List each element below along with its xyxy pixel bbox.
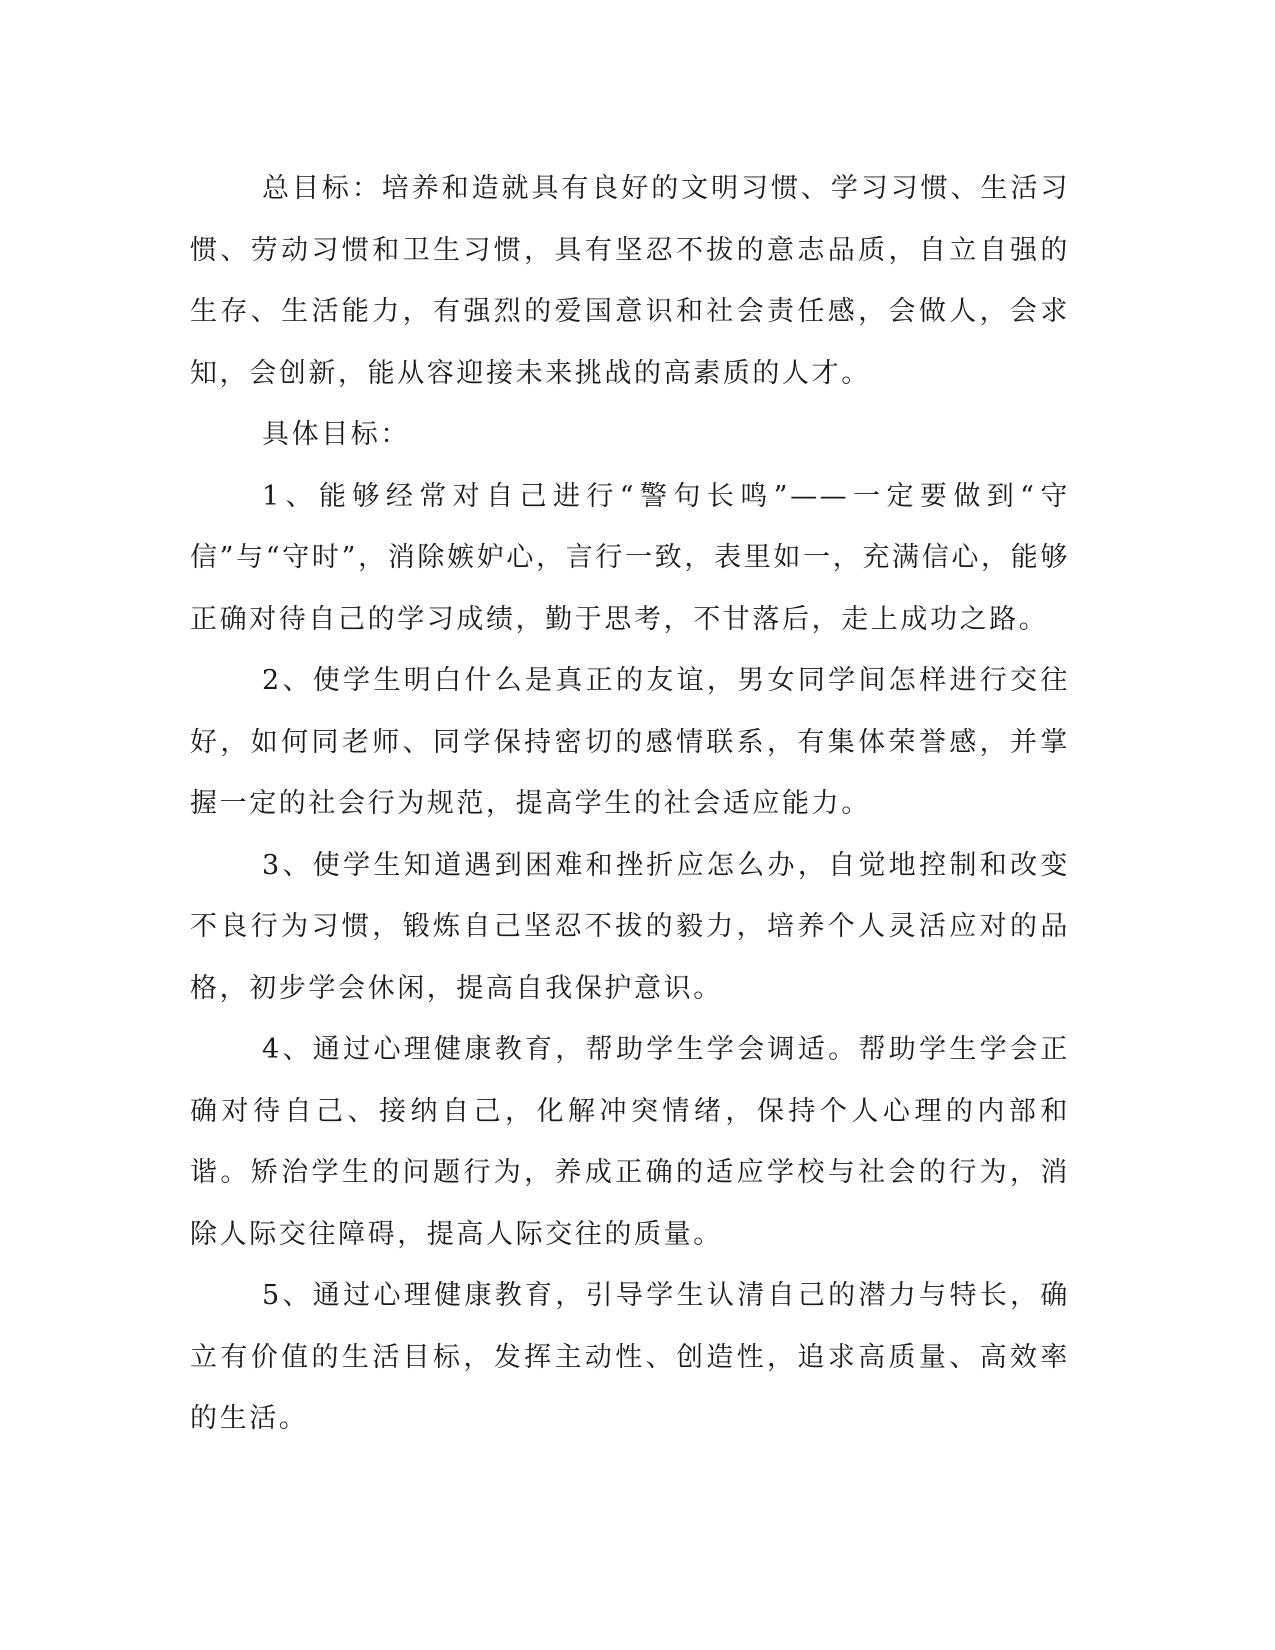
goal-item-1: 1、能够经常对自己进行“警句长鸣”——一定要做到“守信”与“守时”，消除嫉妒心，言行一致，表里如一，充满信心，能够正确对待自己的学习成绩，勤于思考，不甘落后，走上成功之路。	[190, 480, 1070, 635]
goal-item-4: 4、通过心理健康教育，帮助学生学会调适。帮助学生学会正确对待自己、接纳自己，化解冲突情绪，保持个人心理的内部和谐。矫治学生的问题行为，养成正确的适应学校与社会的行为，消除人际交往障碍，提高人际交往的质量。	[190, 1034, 1070, 1250]
overall-goal-paragraph: 总目标：培养和造就具有良好的文明习惯、学习习惯、生活习惯、劳动习惯和卫生习惯，具有坚忍不拔的意志品质，自立自强的生存、生活能力，有强烈的爱国意识和社会责任感，会做人，会求知，会创新，能从容迎接未来挑战的高素质的人才。	[190, 173, 1070, 389]
document-body	[190, 158, 1070, 1450]
goal-item-2: 2、使学生明白什么是真正的友谊，男女同学间怎样进行交往好，如何同老师、同学保持密切的感情联系，有集体荣誉感，并掌握一定的社会行为规范，提高学生的社会适应能力。	[190, 665, 1070, 819]
goal-item-3: 3、使学生知道遇到困难和挫折应怎么办，自觉地控制和改变不良行为习惯，锻炼自己坚忍不拔的毅力，培养个人灵活应对的品格，初步学会休闲，提高自我保护意识。	[190, 849, 1070, 1004]
specific-goals-heading: 具体目标：	[262, 419, 410, 450]
goal-item-5: 5、通过心理健康教育，引导学生认清自己的潜力与特长，确立有价值的生活目标，发挥主动性、创造性，追求高质量、高效率的生活。	[190, 1280, 1070, 1434]
